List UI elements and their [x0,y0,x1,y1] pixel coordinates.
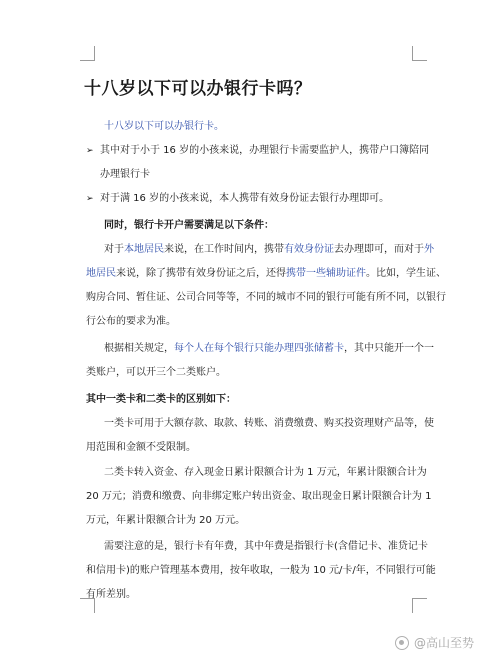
link-nonlocal-resident[interactable]: 外 [424,244,434,255]
bullet-text-1: 其中对于小于 16 岁的小孩来说，办理银行卡需要监护人，携带户口簿陪同 [100,145,430,156]
para5-line1: 需要注意的是，银行卡有年费，其中年费是指银行卡(含借记卡、准贷记卡 [104,541,428,552]
link-auxiliary-documents[interactable]: 携带一些辅助证件 [286,268,366,279]
bullet-text-2: 对于满 16 岁的小孩来说，本人携带有效身份证去银行办理即可。 [100,193,390,204]
para2-text: 根据相关规定， [104,343,174,354]
link-nonlocal-resident[interactable]: 地居民 [86,268,116,279]
page-title: 十八岁以下可以办银行卡吗？ [84,79,312,99]
crop-mark-top-right [412,46,427,61]
para1-text: 来说，除了携带有效身份证之后，还得 [116,268,286,279]
intro-line: 十八岁以下可以办银行卡。 [104,121,224,132]
para1-text: 去办理即可，而对于 [334,244,424,255]
para1-line2 [86,267,446,281]
author-watermark [395,634,474,651]
para1-text: 来说，在工作时间内，携带 [164,244,284,255]
link-valid-id[interactable]: 有效身份证 [284,244,334,255]
para1-text: 对于 [104,244,124,255]
para1-line3: 购房合同、暂住证、公司合同等等，不同的城市不同的银行可能有所不同，以银行 [86,292,446,303]
para2-text: ，其中只能开一个一 [344,343,434,354]
crop-mark-top-left [80,46,95,61]
link-local-resident[interactable]: 本地居民 [124,244,164,255]
link-four-savings-cards[interactable]: 每个人在每个银行只能办理四张储蓄卡 [174,343,344,354]
para3-line1: 一类卡可用于大额存款、取款、转账、消费缴费、购买投资理财产品等，使 [104,418,434,429]
para4-line2: 20 万元；消费和缴费、向非绑定账户转出资金、取出现金日累计限额合计为 1 [86,491,432,502]
para5-line3: 有所差别。 [86,589,136,600]
bullet-item-1-continued: 办理银行卡 [100,169,150,180]
section-heading-difference: 其中一类卡和二类卡的区别如下： [86,394,236,405]
para3-line2: 用范围和金额不受限制。 [86,442,196,453]
camera-icon [395,636,409,650]
para4-line1: 二类卡转入资金、存入现金日累计限额合计为 1 万元，年累计限额合计为 [104,467,427,478]
para2-line1 [104,342,444,356]
bullet-icon: ➢ [86,146,94,156]
bullet-icon: ➢ [86,194,94,204]
para1-line1 [104,243,444,257]
watermark-text: @高山至势 [413,636,474,650]
para4-line3: 万元，年累计限额合计为 20 万元。 [86,515,246,526]
para1-text: 。比如，学生证、 [366,268,446,279]
para5-line2: 和信用卡)的账户管理基本费用，按年收取，一般为 10 元/卡/年，不同银行可能 [86,565,436,576]
bullet-item-2 [86,192,426,206]
section-heading-conditions: 同时，银行卡开户需要满足以下条件： [104,220,274,231]
bullet-item-1 [86,144,430,158]
para2-line2: 类账户，可以开三个二类账户。 [86,367,226,378]
para1-line4: 行公布的要求为准。 [86,316,176,327]
